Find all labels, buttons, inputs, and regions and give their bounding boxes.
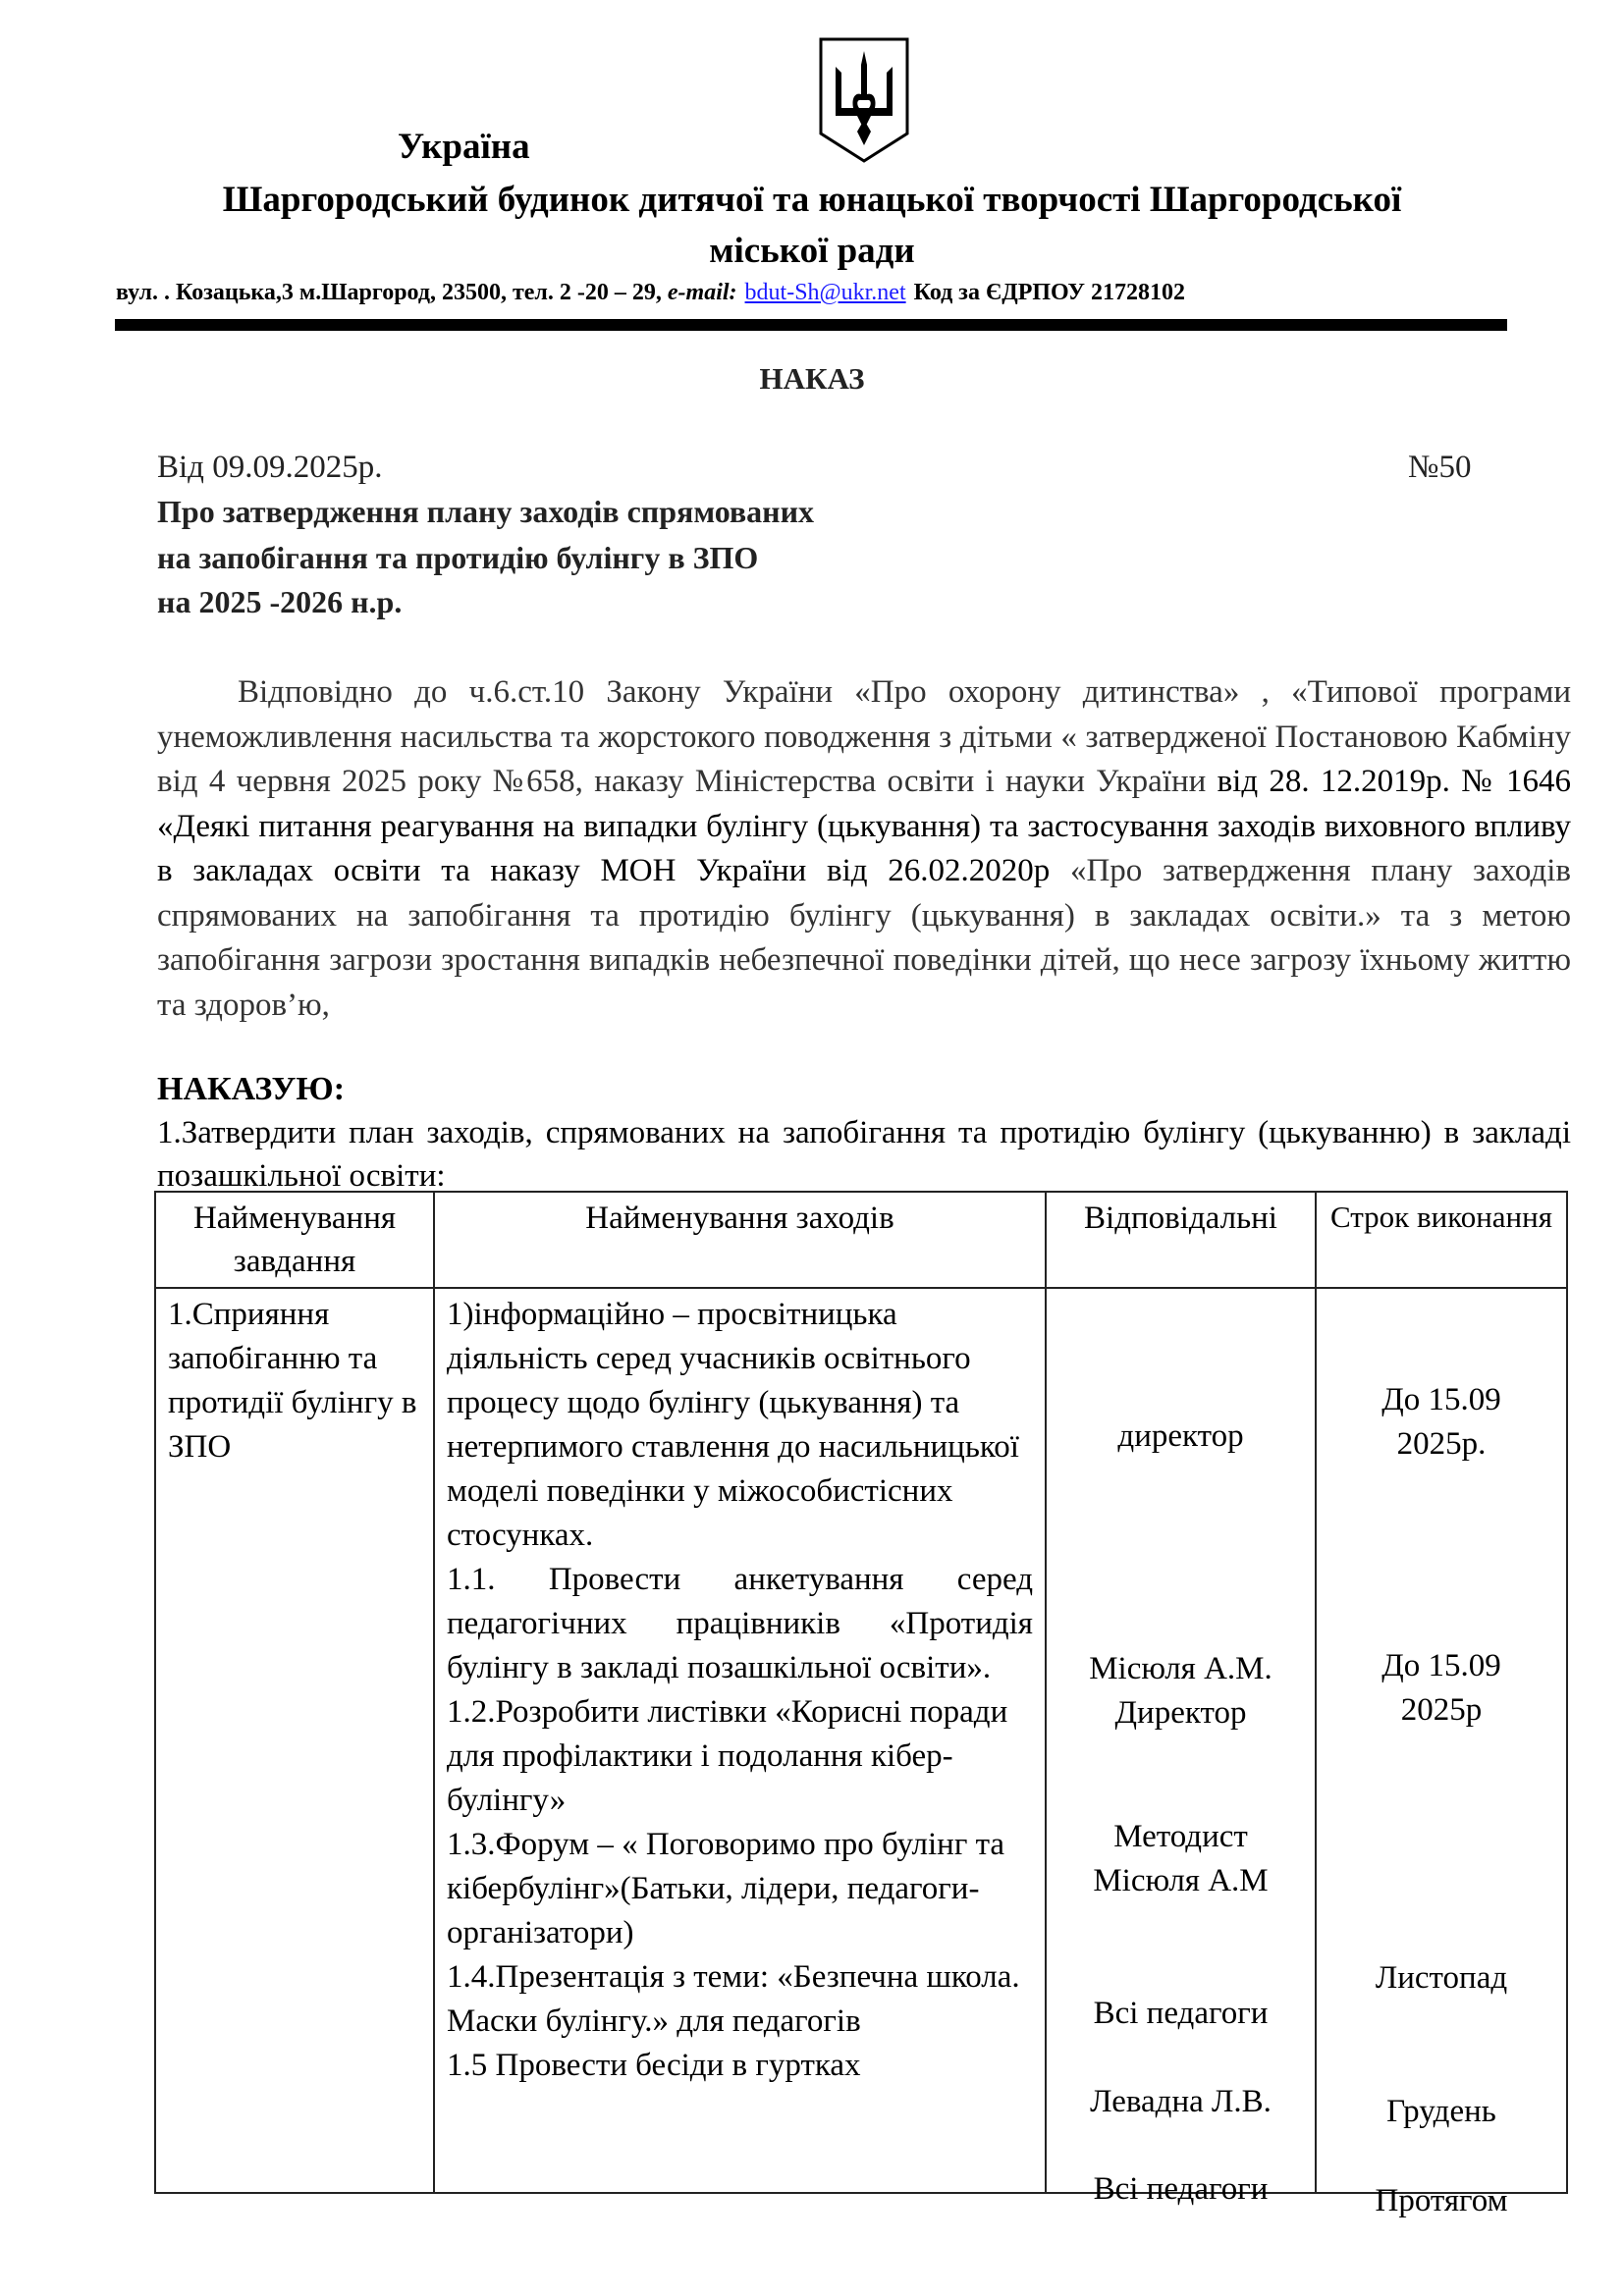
responsible-cell — [1046, 1288, 1316, 2207]
column-header-actions: Найменування заходів — [434, 1192, 1046, 1288]
action-item: 1)інформаційно – просвітницька діяльність серед учасників освітнього процесу щодо булінгу (цькування) та нетерпимого ставлення до насильницької моделі поведінки у міжособистісних стосунках. — [447, 1297, 1019, 1553]
responsible-name: Місюля А.М — [1093, 1863, 1269, 1898]
term-value: 2025р. — [1396, 1426, 1487, 1462]
responsible-name: Левадна Л.В. — [1090, 2084, 1272, 2119]
term-value: До 15.09 — [1381, 1648, 1501, 1683]
country-name: Україна — [398, 127, 530, 167]
plan-table — [154, 1191, 1568, 2218]
responsible-name: Всі педагоги — [1093, 2171, 1269, 2207]
order-subject-line: Про затвердження плану заходів спрямованих — [157, 494, 815, 529]
term-value: Листопад — [1375, 1960, 1508, 1996]
preamble-paragraph — [157, 670, 1571, 1028]
email-label: e-mail: — [667, 280, 737, 305]
responsible-name: Місюля А.М. — [1089, 1651, 1272, 1686]
column-header-responsible: Відповідальні — [1046, 1192, 1316, 1288]
action-item: 1.2.Розробити листівки «Корисні поради для профілактики і подолання кібер- булінгу» — [447, 1694, 1008, 1818]
trident-emblem-icon — [818, 37, 910, 163]
order-word: НАКАЗУЮ: — [157, 1071, 346, 1107]
email-link[interactable]: bdut-Sh@ukr.net — [744, 280, 906, 305]
preamble-part: від 28. 12.2019р. № 1646 «Деякі питання реагування на випадки булінгу (цькування) та застосування заходів виховного впливу в закладах освіти та наказу МОН України від 26.02.2020р — [157, 764, 1571, 888]
column-header-term: Строк виконання — [1316, 1192, 1567, 1288]
term-value: Протягом — [1375, 2183, 1508, 2218]
header-divider — [115, 319, 1507, 331]
task-cell: 1.Сприяння запобіганню та протидії булінгу в ЗПО — [155, 1288, 434, 2193]
organization-name-cont: міської ради — [709, 231, 915, 271]
actions-cell — [434, 1288, 1046, 2193]
responsible-name: Методист — [1113, 1819, 1248, 1854]
organization-name: Шаргородський будинок дитячої та юнацької творчості Шаргородської — [222, 180, 1402, 220]
order-date: Від 09.09.2025р. — [157, 450, 383, 485]
responsible-name: Всі педагоги — [1093, 1996, 1269, 2031]
table-header-row — [155, 1192, 1567, 1288]
action-item: 1.3.Форум – « Поговоримо про булінг та кібербулінг»(Батьки, лідери, педагоги- організатори) — [447, 1827, 1005, 1950]
responsible-name: Директор — [1114, 1695, 1247, 1731]
action-item: 1.4.Презентація з теми: «Безпечна школа. Маски булінгу.» для педагогів — [447, 1959, 1020, 2039]
order-item-1: 1.Затвердити план заходів, спрямованих на запобігання та протидію булінгу (цькуванню) в закладі позашкільної освіти: — [157, 1115, 1571, 1194]
column-header-task: Найменування завдання — [155, 1192, 434, 1288]
term-value: 2025р — [1400, 1692, 1483, 1728]
term-cell — [1316, 1288, 1567, 2218]
order-number: №50 — [1408, 450, 1472, 485]
document-title: НАКАЗ — [759, 361, 865, 396]
action-item: 1.5 Провести бесіди в гуртках — [447, 2048, 861, 2083]
order-subject-line: на 2025 -2026 н.р. — [157, 584, 403, 619]
responsible-name: директор — [1117, 1418, 1244, 1454]
order-subject-line: на запобігання та протидію булінгу в ЗПО — [157, 540, 759, 575]
table-row — [155, 1288, 1567, 2193]
term-value: До 15.09 — [1381, 1382, 1501, 1417]
edrpou-code: Код за ЄДРПОУ 21728102 — [913, 280, 1185, 305]
term-value: Грудень — [1386, 2094, 1496, 2129]
address: вул. . Козацька,3 м.Шаргород, 23500, тел. 2 -20 – 29, — [116, 280, 662, 305]
preamble-part: Відповідно до ч.6.ст.10 Закону України «Про охорону дитинства» , «Типової програми унеможливлення насильства та жорстокого поводження з дітьми « затвердженої Постановою Кабміну від 4 червня 2025 року №658, наказу Міністерства освіти і науки України — [157, 674, 1571, 799]
action-item: 1.1. Провести анкетування серед педагогічних працівників «Протидія булінгу в закладі позашкільної освіти». — [447, 1562, 1033, 1685]
address-line — [116, 280, 1185, 306]
preamble-part: «Про затвердження плану заходів спрямованих на запобігання та протидію булінгу (цькування) в закладах освіти.» та з метою запобігання загрози зростання випадків небезпечної поведінки дітей, що несе загрозу їхньому життю та здоров’ю, — [157, 853, 1571, 1023]
